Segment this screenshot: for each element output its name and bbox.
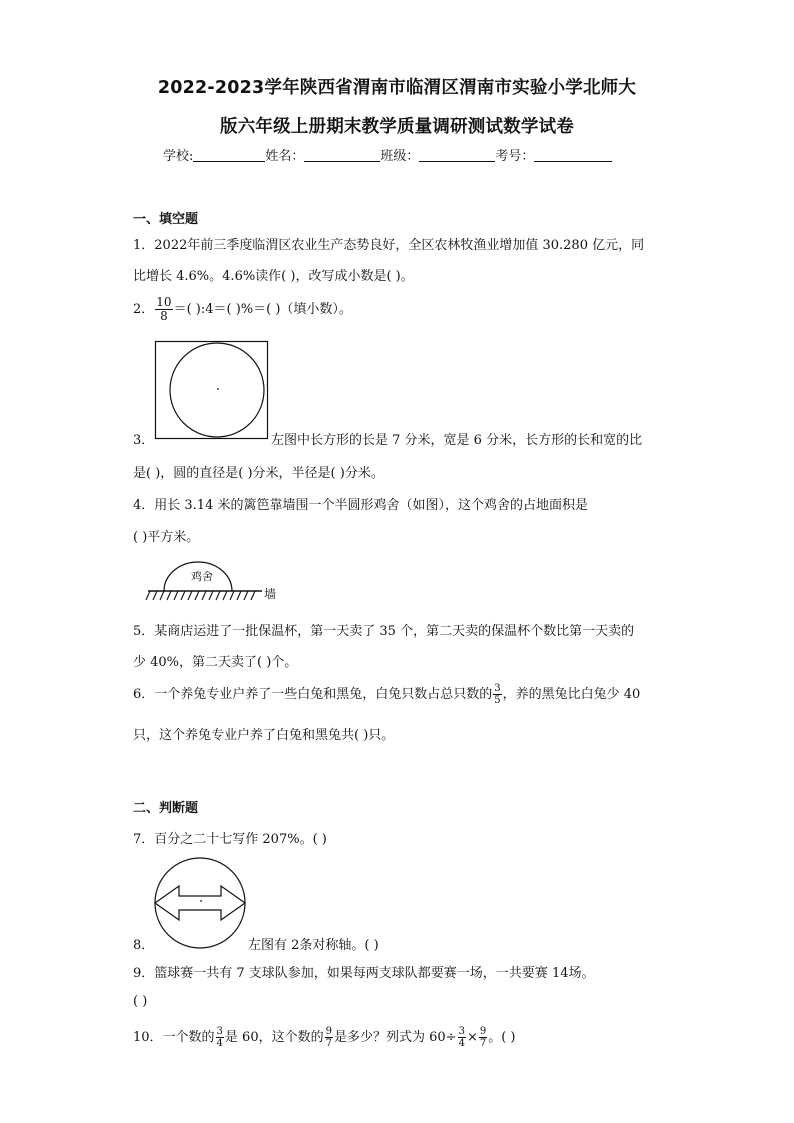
class-label: 班级：: [380, 149, 420, 164]
question-4-line-1: 4．用长 3.14 米的篱笆靠墙围一个半圆形鸡舍（如图），这个鸡舍的占地面积是: [133, 498, 588, 513]
fraction-9-7-multiplier: [479, 1026, 487, 1049]
multiply-sign: ×: [466, 1030, 478, 1045]
school-field[interactable]: [193, 149, 265, 162]
question-3-line-2: 是( )，圆的直径是( )分米，半径是( )分米。: [133, 466, 384, 481]
question-2: [133, 296, 352, 323]
question-3-number: 3．: [133, 433, 155, 448]
question-6-text-b: ，养的黑兔比白兔少 40: [502, 687, 641, 702]
fraction-10-8: [155, 296, 172, 323]
student-info-row: [163, 145, 612, 164]
question-1-line-1: 1．2022年前三季度临渭区农业生产态势良好，全区农林牧渔业增加值 30.280 亿元，同: [133, 238, 645, 253]
fraction-9-7: [325, 1026, 333, 1049]
fraction-3-5: [493, 683, 501, 706]
question-6-line-1: [133, 683, 640, 706]
question-5-line-1: 5．某商店运进了一批保温杯，第一天卖了 35 个，第二天卖的保温杯个数比第一天卖的: [133, 624, 635, 639]
question-6-line-2: 只，这个养兔专业户养了白兔和黑兔共( )只。: [133, 728, 395, 743]
question-2-text: ＝( ):4＝( )%＝( )（填小数）。: [173, 302, 352, 317]
fraction-numerator: 10: [156, 295, 172, 309]
question-9-line-1: 9．篮球赛一共有 7 支球队参加，如果每两支球队都要赛一场，一共要赛 14场。: [133, 966, 595, 981]
question-3-line-1: 左图中长方形的长是 7 分米，宽是 6 分米，长方形的长和宽的比: [271, 433, 643, 448]
question-10-text-a: 10．一个数的: [133, 1030, 215, 1045]
question-10-text-c: 是多少？列式为 60÷: [333, 1030, 457, 1045]
fraction-numerator: 3: [216, 1026, 223, 1037]
wall-label: 墙: [264, 587, 277, 601]
wall-hatching: [146, 591, 255, 600]
circle-shape: [170, 343, 264, 437]
exam-no-label: 考号：: [495, 149, 535, 164]
question-7: 7．百分之二十七写作 207%。( ): [133, 832, 327, 847]
section-heading-fill-blank: 一、填空题: [133, 212, 199, 227]
question-6-text-a: 6．一个养兔专业户养了一些白兔和黑兔，白兔只数占总只数的: [133, 687, 493, 702]
circle-center-dot: [200, 900, 202, 902]
page-title-line-1: 2022-2023学年陕西省渭南市临渭区渭南市实验小学北师大: [157, 78, 637, 98]
fraction-denominator: 5: [494, 695, 501, 706]
name-field[interactable]: [304, 149, 380, 162]
question-2-number: 2．: [133, 302, 155, 317]
exam-no-field[interactable]: [534, 149, 612, 162]
name-label: 姓名：: [265, 149, 305, 164]
circle-center-dot: [217, 388, 219, 390]
rectangle-shape: [156, 342, 268, 439]
question-1-line-2: 比增长 4.6%。4.6%读作( )，改写成小数是( )。: [133, 269, 414, 284]
rectangle-circle-figure: [155, 341, 269, 439]
fraction-numerator: 9: [325, 1026, 332, 1037]
question-4-line-2: ( )平方米。: [133, 530, 200, 545]
double-arrow-shape: [155, 886, 245, 920]
fraction-denominator: 7: [325, 1038, 332, 1049]
question-10-text-d: 。( ): [488, 1030, 516, 1045]
fraction-denominator: 7: [479, 1038, 487, 1049]
fraction-numerator: 3: [494, 683, 501, 694]
coop-label: 鸡舍: [191, 570, 213, 583]
circle-double-arrow-figure: [153, 858, 248, 948]
fraction-3-4-divisor: [458, 1026, 466, 1049]
question-10-text-b: 是 60，这个数的: [224, 1030, 324, 1045]
question-9-line-2: ( ): [133, 994, 148, 1009]
fraction-numerator: 3: [458, 1026, 465, 1037]
class-field[interactable]: [419, 149, 495, 162]
school-label: 学校:: [163, 149, 194, 164]
fraction-denominator: 4: [458, 1038, 465, 1049]
fraction-denominator: 4: [216, 1038, 223, 1049]
question-10: [133, 1026, 516, 1049]
fraction-numerator: 9: [479, 1026, 487, 1037]
question-5-line-2: 少 40%，第二天卖了( )个。: [133, 655, 298, 670]
question-8-text: 左图有 2条对称轴。( ): [248, 938, 379, 953]
section-heading-true-false: 二、判断题: [133, 801, 199, 816]
question-8-number: 8．: [133, 938, 155, 953]
page-title-line-2: 版六年级上册期末教学质量调研测试数学试卷: [220, 117, 574, 137]
fraction-denominator: 8: [160, 309, 168, 323]
fraction-3-4: [216, 1026, 224, 1049]
